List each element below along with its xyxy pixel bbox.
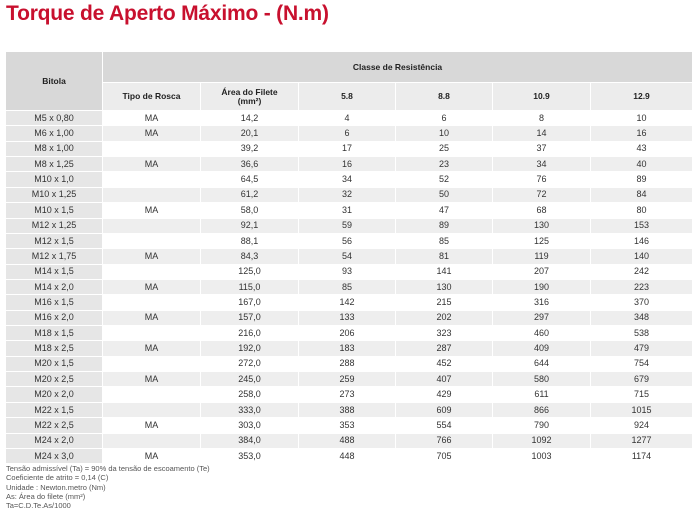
tipo-rosca-cell xyxy=(103,295,201,310)
bitola-cell: M20 x 2,0 xyxy=(6,387,103,402)
tipo-rosca-cell xyxy=(103,141,201,156)
bitola-cell: M22 x 1,5 xyxy=(6,402,103,417)
header-class-10-9: 10.9 xyxy=(493,83,591,111)
torque-10-9-cell: 1092 xyxy=(493,433,591,448)
torque-10-9-cell: 580 xyxy=(493,372,591,387)
torque-12-9-cell: 84 xyxy=(591,187,693,202)
header-classe-resistencia: Classe de Resistência xyxy=(103,52,693,83)
footnotes xyxy=(6,464,210,510)
table-row xyxy=(6,341,693,356)
table-row xyxy=(6,203,693,218)
torque-8-8-cell: 23 xyxy=(396,157,493,172)
torque-10-9-cell: 409 xyxy=(493,341,591,356)
area-cell: 157,0 xyxy=(201,310,299,325)
table-row xyxy=(6,141,693,156)
tipo-rosca-cell: MA xyxy=(103,111,201,126)
torque-8-8-cell: 554 xyxy=(396,418,493,433)
area-cell: 115,0 xyxy=(201,279,299,294)
torque-12-9-cell: 348 xyxy=(591,310,693,325)
torque-12-9-cell: 1174 xyxy=(591,448,693,463)
tipo-rosca-cell xyxy=(103,264,201,279)
table-row xyxy=(6,326,693,341)
torque-10-9-cell: 37 xyxy=(493,141,591,156)
area-cell: 125,0 xyxy=(201,264,299,279)
bitola-cell: M20 x 1,5 xyxy=(6,356,103,371)
torque-12-9-cell: 10 xyxy=(591,111,693,126)
torque-5-8-cell: 288 xyxy=(299,356,396,371)
bitola-cell: M20 x 2,5 xyxy=(6,372,103,387)
table-row xyxy=(6,249,693,264)
table-row xyxy=(6,126,693,141)
table-row xyxy=(6,187,693,202)
table-row xyxy=(6,448,693,463)
table-row xyxy=(6,233,693,248)
tipo-rosca-cell: MA xyxy=(103,249,201,264)
bitola-cell: M5 x 0,80 xyxy=(6,111,103,126)
torque-5-8-cell: 56 xyxy=(299,233,396,248)
header-class-12-9: 12.9 xyxy=(591,83,693,111)
torque-12-9-cell: 1277 xyxy=(591,433,693,448)
header-class-5-8: 5.8 xyxy=(299,83,396,111)
table-row xyxy=(6,433,693,448)
table-row xyxy=(6,356,693,371)
tipo-rosca-cell xyxy=(103,433,201,448)
torque-10-9-cell: 316 xyxy=(493,295,591,310)
torque-5-8-cell: 93 xyxy=(299,264,396,279)
torque-10-9-cell: 125 xyxy=(493,233,591,248)
torque-10-9-cell: 68 xyxy=(493,203,591,218)
area-cell: 14,2 xyxy=(201,111,299,126)
torque-5-8-cell: 4 xyxy=(299,111,396,126)
area-cell: 39,2 xyxy=(201,141,299,156)
torque-5-8-cell: 54 xyxy=(299,249,396,264)
footnote-line: Coeficiente de atrito = 0,14 (C) xyxy=(6,473,109,483)
torque-12-9-cell: 16 xyxy=(591,126,693,141)
table-row xyxy=(6,157,693,172)
torque-10-9-cell: 1003 xyxy=(493,448,591,463)
torque-table xyxy=(5,51,693,464)
area-cell: 36,6 xyxy=(201,157,299,172)
bitola-cell: M22 x 2,5 xyxy=(6,418,103,433)
torque-8-8-cell: 202 xyxy=(396,310,493,325)
torque-5-8-cell: 273 xyxy=(299,387,396,402)
torque-5-8-cell: 353 xyxy=(299,418,396,433)
table-row xyxy=(6,418,693,433)
bitola-cell: M10 x 1,0 xyxy=(6,172,103,187)
tipo-rosca-cell: MA xyxy=(103,203,201,218)
tipo-rosca-cell: MA xyxy=(103,279,201,294)
torque-10-9-cell: 790 xyxy=(493,418,591,433)
torque-10-9-cell: 76 xyxy=(493,172,591,187)
torque-8-8-cell: 141 xyxy=(396,264,493,279)
table-body xyxy=(6,111,693,464)
table-row xyxy=(6,264,693,279)
torque-12-9-cell: 924 xyxy=(591,418,693,433)
bitola-cell: M14 x 1,5 xyxy=(6,264,103,279)
tipo-rosca-cell xyxy=(103,218,201,233)
torque-12-9-cell: 80 xyxy=(591,203,693,218)
area-cell: 384,0 xyxy=(201,433,299,448)
tipo-rosca-cell xyxy=(103,387,201,402)
table-row xyxy=(6,218,693,233)
bitola-cell: M14 x 2,0 xyxy=(6,279,103,294)
torque-5-8-cell: 206 xyxy=(299,326,396,341)
torque-8-8-cell: 323 xyxy=(396,326,493,341)
torque-10-9-cell: 72 xyxy=(493,187,591,202)
torque-10-9-cell: 14 xyxy=(493,126,591,141)
footnote-line: Ta=C.D.Te.As/1000 xyxy=(6,501,71,511)
torque-5-8-cell: 85 xyxy=(299,279,396,294)
area-cell: 353,0 xyxy=(201,448,299,463)
area-cell: 333,0 xyxy=(201,402,299,417)
torque-8-8-cell: 50 xyxy=(396,187,493,202)
page-title: Torque de Aperto Máximo - (N.m) xyxy=(6,2,329,25)
area-cell: 84,3 xyxy=(201,249,299,264)
bitola-cell: M12 x 1,75 xyxy=(6,249,103,264)
torque-5-8-cell: 142 xyxy=(299,295,396,310)
torque-12-9-cell: 40 xyxy=(591,157,693,172)
area-cell: 58,0 xyxy=(201,203,299,218)
torque-12-9-cell: 153 xyxy=(591,218,693,233)
tipo-rosca-cell xyxy=(103,172,201,187)
torque-5-8-cell: 32 xyxy=(299,187,396,202)
tipo-rosca-cell: MA xyxy=(103,310,201,325)
torque-8-8-cell: 47 xyxy=(396,203,493,218)
footnote-line: Unidade : Newton.metro (Nm) xyxy=(6,482,106,492)
torque-5-8-cell: 31 xyxy=(299,203,396,218)
torque-5-8-cell: 183 xyxy=(299,341,396,356)
header-class-8-8: 8.8 xyxy=(396,83,493,111)
area-cell: 167,0 xyxy=(201,295,299,310)
torque-10-9-cell: 460 xyxy=(493,326,591,341)
torque-5-8-cell: 6 xyxy=(299,126,396,141)
torque-5-8-cell: 34 xyxy=(299,172,396,187)
torque-5-8-cell: 388 xyxy=(299,402,396,417)
tipo-rosca-cell: MA xyxy=(103,418,201,433)
tipo-rosca-cell: MA xyxy=(103,126,201,141)
table-row xyxy=(6,372,693,387)
torque-5-8-cell: 17 xyxy=(299,141,396,156)
torque-8-8-cell: 10 xyxy=(396,126,493,141)
area-cell: 88,1 xyxy=(201,233,299,248)
bitola-cell: M10 x 1,25 xyxy=(6,187,103,202)
torque-10-9-cell: 130 xyxy=(493,218,591,233)
torque-8-8-cell: 81 xyxy=(396,249,493,264)
tipo-rosca-cell xyxy=(103,187,201,202)
area-cell: 272,0 xyxy=(201,356,299,371)
tipo-rosca-cell: MA xyxy=(103,372,201,387)
torque-12-9-cell: 538 xyxy=(591,326,693,341)
torque-12-9-cell: 754 xyxy=(591,356,693,371)
torque-12-9-cell: 479 xyxy=(591,341,693,356)
bitola-cell: M24 x 2,0 xyxy=(6,433,103,448)
table-row xyxy=(6,279,693,294)
torque-8-8-cell: 705 xyxy=(396,448,493,463)
area-cell: 216,0 xyxy=(201,326,299,341)
bitola-cell: M12 x 1,25 xyxy=(6,218,103,233)
torque-10-9-cell: 644 xyxy=(493,356,591,371)
torque-8-8-cell: 452 xyxy=(396,356,493,371)
torque-10-9-cell: 297 xyxy=(493,310,591,325)
bitola-cell: M8 x 1,25 xyxy=(6,157,103,172)
torque-8-8-cell: 407 xyxy=(396,372,493,387)
tipo-rosca-cell xyxy=(103,356,201,371)
torque-5-8-cell: 488 xyxy=(299,433,396,448)
area-cell: 64,5 xyxy=(201,172,299,187)
tipo-rosca-cell xyxy=(103,233,201,248)
bitola-cell: M24 x 3,0 xyxy=(6,448,103,463)
tipo-rosca-cell: MA xyxy=(103,157,201,172)
header-bitola: Bitola xyxy=(6,52,103,111)
bitola-cell: M8 x 1,00 xyxy=(6,141,103,156)
bitola-cell: M18 x 1,5 xyxy=(6,326,103,341)
torque-5-8-cell: 259 xyxy=(299,372,396,387)
area-cell: 303,0 xyxy=(201,418,299,433)
area-cell: 245,0 xyxy=(201,372,299,387)
torque-8-8-cell: 287 xyxy=(396,341,493,356)
bitola-cell: M10 x 1,5 xyxy=(6,203,103,218)
footnote-line: Tensão admissível (Ta) = 90% da tensão de escoamento (Te) xyxy=(6,464,210,473)
torque-12-9-cell: 89 xyxy=(591,172,693,187)
table-row xyxy=(6,402,693,417)
footnote-line: As: Área do filete (mm²) xyxy=(6,491,86,501)
table-row xyxy=(6,295,693,310)
area-cell: 258,0 xyxy=(201,387,299,402)
torque-8-8-cell: 429 xyxy=(396,387,493,402)
torque-10-9-cell: 866 xyxy=(493,402,591,417)
bitola-cell: M16 x 2,0 xyxy=(6,310,103,325)
table-row xyxy=(6,111,693,126)
table-row xyxy=(6,310,693,325)
torque-12-9-cell: 242 xyxy=(591,264,693,279)
torque-10-9-cell: 611 xyxy=(493,387,591,402)
torque-10-9-cell: 207 xyxy=(493,264,591,279)
torque-8-8-cell: 6 xyxy=(396,111,493,126)
torque-12-9-cell: 715 xyxy=(591,387,693,402)
torque-12-9-cell: 679 xyxy=(591,372,693,387)
tipo-rosca-cell: MA xyxy=(103,341,201,356)
torque-8-8-cell: 766 xyxy=(396,433,493,448)
table-row xyxy=(6,172,693,187)
table-row xyxy=(6,387,693,402)
torque-12-9-cell: 146 xyxy=(591,233,693,248)
bitola-cell: M16 x 1,5 xyxy=(6,295,103,310)
torque-12-9-cell: 140 xyxy=(591,249,693,264)
header-area-label: Área do Filete xyxy=(221,86,278,97)
header-tipo-rosca: Tipo de Rosca xyxy=(103,83,201,111)
bitola-cell: M12 x 1,5 xyxy=(6,233,103,248)
area-cell: 92,1 xyxy=(201,218,299,233)
bitola-cell: M6 x 1,00 xyxy=(6,126,103,141)
tipo-rosca-cell xyxy=(103,326,201,341)
torque-8-8-cell: 609 xyxy=(396,402,493,417)
area-cell: 20,1 xyxy=(201,126,299,141)
tipo-rosca-cell: MA xyxy=(103,448,201,463)
torque-8-8-cell: 52 xyxy=(396,172,493,187)
area-cell: 61,2 xyxy=(201,187,299,202)
torque-10-9-cell: 190 xyxy=(493,279,591,294)
torque-8-8-cell: 130 xyxy=(396,279,493,294)
torque-12-9-cell: 43 xyxy=(591,141,693,156)
torque-5-8-cell: 448 xyxy=(299,448,396,463)
header-area-unit: (mm²) xyxy=(237,95,262,106)
header-area-filete xyxy=(201,83,299,111)
torque-8-8-cell: 89 xyxy=(396,218,493,233)
torque-10-9-cell: 119 xyxy=(493,249,591,264)
torque-12-9-cell: 223 xyxy=(591,279,693,294)
torque-5-8-cell: 16 xyxy=(299,157,396,172)
torque-12-9-cell: 370 xyxy=(591,295,693,310)
torque-8-8-cell: 215 xyxy=(396,295,493,310)
tipo-rosca-cell xyxy=(103,402,201,417)
torque-5-8-cell: 59 xyxy=(299,218,396,233)
torque-5-8-cell: 133 xyxy=(299,310,396,325)
torque-12-9-cell: 1015 xyxy=(591,402,693,417)
torque-10-9-cell: 8 xyxy=(493,111,591,126)
torque-8-8-cell: 25 xyxy=(396,141,493,156)
bitola-cell: M18 x 2,5 xyxy=(6,341,103,356)
torque-8-8-cell: 85 xyxy=(396,233,493,248)
torque-10-9-cell: 34 xyxy=(493,157,591,172)
area-cell: 192,0 xyxy=(201,341,299,356)
